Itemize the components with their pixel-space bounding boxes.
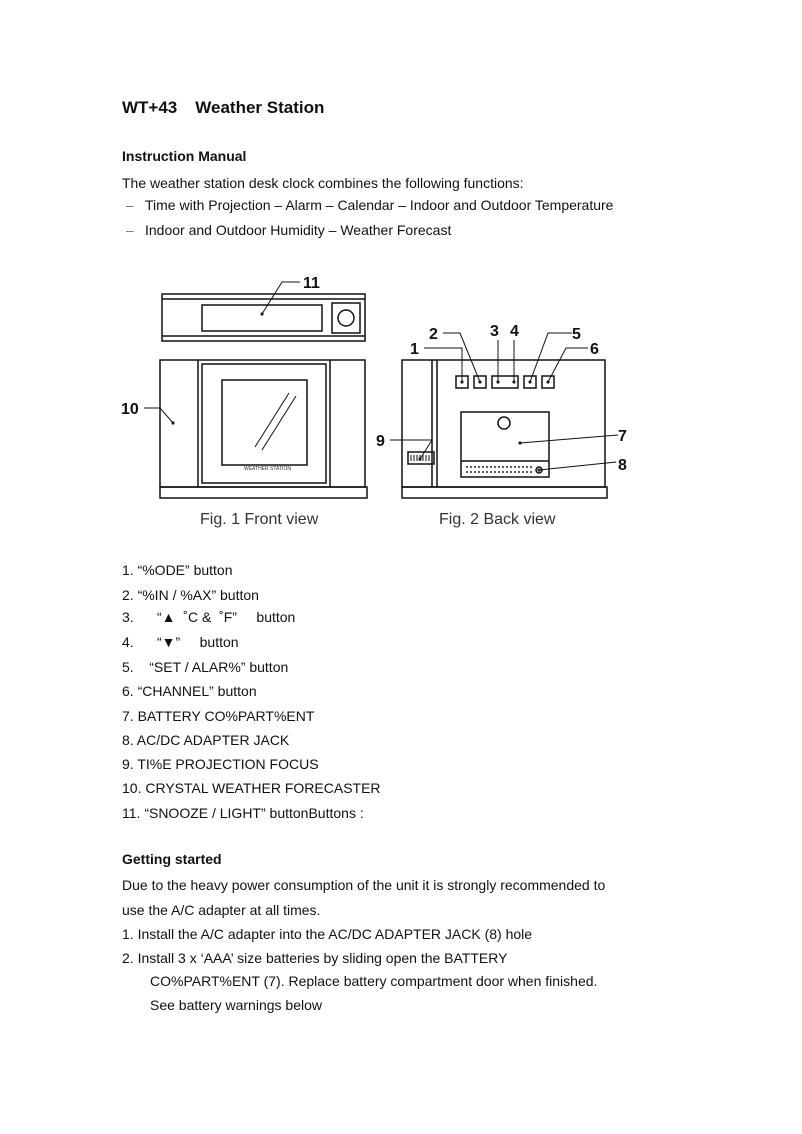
part-item-6: 6. “CHANNEL” button [122, 683, 257, 699]
callout-10: 10 [121, 401, 139, 418]
figure-drawing [110, 265, 640, 540]
callout-9: 9 [376, 433, 385, 450]
part-item-3: 3. “▲ ˚C & ˚F” button [122, 609, 296, 625]
snooze-light-bar [202, 305, 322, 331]
part-item-7: 7. BATTERY CO%PART%ENT [122, 708, 315, 724]
document-title [122, 98, 324, 118]
callout-4: 4 [510, 323, 519, 340]
getting-started-indented: See battery warnings below [150, 997, 322, 1013]
part-item-10: 10. CRYSTAL WEATHER FORECASTER [122, 780, 381, 796]
callout-7: 7 [618, 428, 627, 445]
getting-started-heading: Getting started [122, 851, 222, 867]
part-item-9: 9. TI%E PROJECTION FOCUS [122, 756, 319, 772]
getting-started-line: 2. Install 3 x ‘AAA’ size batteries by sliding open the BATTERY [122, 950, 508, 966]
callout-5: 5 [572, 326, 581, 343]
getting-started-line: Due to the heavy power consumption of the unit it is strongly recommended to [122, 877, 606, 893]
getting-started-line: use the A/C adapter at all times. [122, 902, 321, 918]
part-item-1: 1. “%ODE” button [122, 562, 233, 578]
callout-1: 1 [410, 341, 419, 358]
part-item-11: 11. “SNOOZE / LIGHT” buttonButtons : [122, 805, 364, 821]
back-base [402, 487, 607, 498]
part-item-8: 8. AC/DC ADAPTER JACK [122, 732, 290, 748]
callout-11: 11 [303, 275, 320, 292]
function-item: Indoor and Outdoor Humidity – Weather Forecast [145, 222, 452, 238]
getting-started-indented: CO%PART%ENT (7). Replace battery compartment door when finished. [150, 973, 598, 989]
callout-3: 3 [490, 323, 499, 340]
callout-8: 8 [618, 457, 627, 474]
bullet-dash: – [126, 197, 134, 213]
title-model: WT+43 [122, 98, 178, 117]
bullet-dash: – [126, 222, 134, 238]
part-item-4: 4. “▼” button [122, 634, 239, 650]
front-base [160, 487, 367, 498]
callout-2: 2 [429, 326, 438, 343]
display-label: WEATHER STATION [244, 466, 291, 472]
part-item-2: 2. “%IN / %AX” button [122, 587, 259, 603]
getting-started-line: 1. Install the A/C adapter into the AC/DC ADAPTER JACK (8) hole [122, 926, 533, 942]
top-view-outline [162, 294, 365, 341]
caption-back-view: Fig. 2 Back view [439, 511, 556, 528]
part-item-5: 5. “SET / ALAR%” button [122, 659, 289, 675]
product-figure [110, 265, 640, 540]
callout-6: 6 [590, 341, 599, 358]
manual-heading: Instruction Manual [122, 148, 247, 164]
caption-front-view: Fig. 1 Front view [200, 511, 319, 528]
intro-text: The weather station desk clock combines the following functions: [122, 175, 524, 191]
title-name: Weather Station [195, 98, 325, 117]
function-item: Time with Projection – Alarm – Calendar – Indoor and Outdoor Temperature [145, 197, 614, 213]
